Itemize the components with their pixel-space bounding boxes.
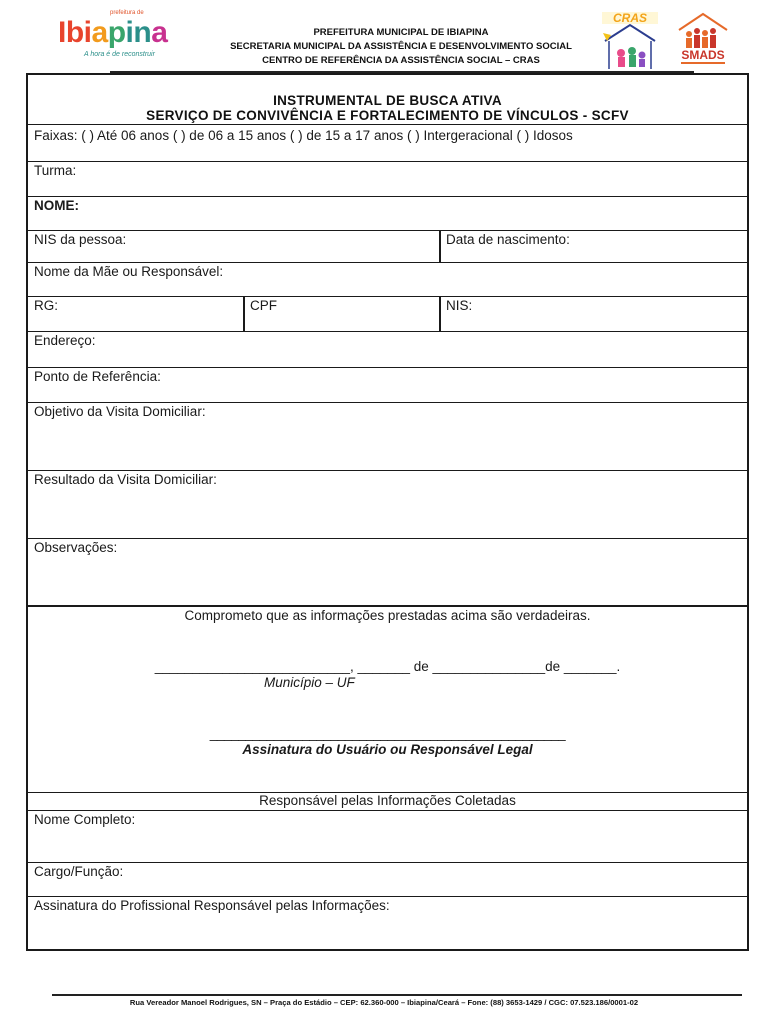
ibiapina-logo-word: Ibiapina bbox=[58, 16, 168, 49]
smads-logo bbox=[675, 12, 731, 66]
assinatura-profissional-label: Assinatura do Profissional Responsável pelas Informações: bbox=[34, 898, 390, 913]
cras-logo-text: CRAS bbox=[612, 11, 648, 25]
data-local-line[interactable]: __________________________, _______ de _______________de _______. bbox=[154, 659, 621, 674]
faixas-label: Faixas: ( ) Até 06 anos ( ) de 06 a 15 anos ( ) de 15 a 17 anos ( ) Intergeracional ( ) Idosos bbox=[34, 128, 573, 143]
turma-field[interactable] bbox=[28, 162, 747, 197]
ponto-referencia-field[interactable] bbox=[28, 368, 747, 403]
ibiapina-logo-top-text: prefeitura de bbox=[110, 10, 144, 16]
endereco-label: Endereço: bbox=[34, 333, 96, 348]
turma-label: Turma: bbox=[34, 163, 77, 178]
data-nascimento-label: Data de nascimento: bbox=[446, 232, 570, 247]
nome-completo-label: Nome Completo: bbox=[34, 812, 136, 827]
ponto-referencia-label: Ponto de Referência: bbox=[34, 369, 161, 384]
form-subtitle: SERVIÇO DE CONVIVÊNCIA E FORTALECIMENTO DE VÍNCULOS - SCFV bbox=[146, 108, 629, 123]
cargo-funcao-label: Cargo/Função: bbox=[34, 864, 124, 879]
header-line-prefeitura: PREFEITURA MUNICIPAL DE IBIAPINA bbox=[313, 27, 489, 38]
observacoes-field[interactable] bbox=[28, 539, 747, 607]
cpf-nis-divider bbox=[439, 297, 441, 331]
cargo-funcao-field[interactable] bbox=[28, 863, 747, 897]
footer-address: Rua Vereador Manoel Rodrigues, SN – Praça do Estádio – CEP: 62.360-000 – Ibiapina/Ceará – Fone: (88) 3653-1429 / CGC: 07.523.186/0001-02 bbox=[129, 998, 639, 1007]
resultado-visita-field[interactable] bbox=[28, 471, 747, 539]
smads-logo-text: SMADS bbox=[681, 48, 725, 62]
observacoes-label: Observações: bbox=[34, 540, 118, 555]
nis-data-row bbox=[28, 231, 747, 263]
footer-divider bbox=[52, 994, 742, 996]
endereco-field[interactable] bbox=[28, 332, 747, 368]
faixas-row[interactable] bbox=[28, 125, 747, 162]
ibiapina-logo bbox=[58, 10, 182, 62]
resultado-visita-label: Resultado da Visita Domiciliar: bbox=[34, 472, 217, 487]
cpf-label: CPF bbox=[250, 298, 277, 313]
nis-pessoa-label: NIS da pessoa: bbox=[34, 232, 127, 247]
page-header bbox=[0, 0, 768, 76]
header-line-secretaria: SECRETARIA MUNICIPAL DA ASSISTÊNCIA E DESENVOLVIMENTO SOCIAL bbox=[230, 41, 572, 52]
nome-field[interactable] bbox=[28, 197, 747, 231]
assinatura-usuario-label: Assinatura do Usuário ou Responsável Legal bbox=[242, 742, 533, 757]
nome-mae-field[interactable] bbox=[28, 263, 747, 297]
rg-cpf-divider bbox=[243, 297, 245, 331]
objetivo-visita-label: Objetivo da Visita Domiciliar: bbox=[34, 404, 206, 419]
form-title-row bbox=[28, 75, 747, 125]
header-titles bbox=[205, 26, 597, 68]
nome-mae-label: Nome da Mãe ou Responsável: bbox=[34, 264, 224, 279]
form-title: INSTRUMENTAL DE BUSCA ATIVA bbox=[273, 93, 502, 108]
ibiapina-logo-tagline: A hora é de reconstruir bbox=[84, 51, 155, 58]
cras-logo bbox=[599, 11, 661, 71]
busca-ativa-form bbox=[26, 73, 749, 951]
compromisso-text: Comprometo que as informações prestadas acima são verdadeiras. bbox=[184, 608, 591, 623]
rg-label: RG: bbox=[34, 298, 59, 313]
header-line-cras: CENTRO DE REFERÊNCIA DA ASSISTÊNCIA SOCIAL – CRAS bbox=[262, 55, 540, 66]
declaracao-section bbox=[28, 607, 747, 793]
objetivo-visita-field[interactable] bbox=[28, 403, 747, 471]
responsavel-info-title: Responsável pelas Informações Coletadas bbox=[259, 793, 516, 808]
assinatura-profissional-field[interactable] bbox=[28, 897, 747, 949]
nis-label: NIS: bbox=[446, 298, 473, 313]
responsavel-info-header bbox=[28, 793, 747, 811]
documentos-row bbox=[28, 297, 747, 332]
nome-completo-field[interactable] bbox=[28, 811, 747, 863]
assinatura-usuario-line[interactable]: __________________________________________________ bbox=[209, 726, 566, 741]
nome-label: NOME: bbox=[34, 198, 79, 213]
municipio-uf-label: Município – UF bbox=[264, 675, 355, 690]
nis-data-divider bbox=[439, 231, 441, 262]
